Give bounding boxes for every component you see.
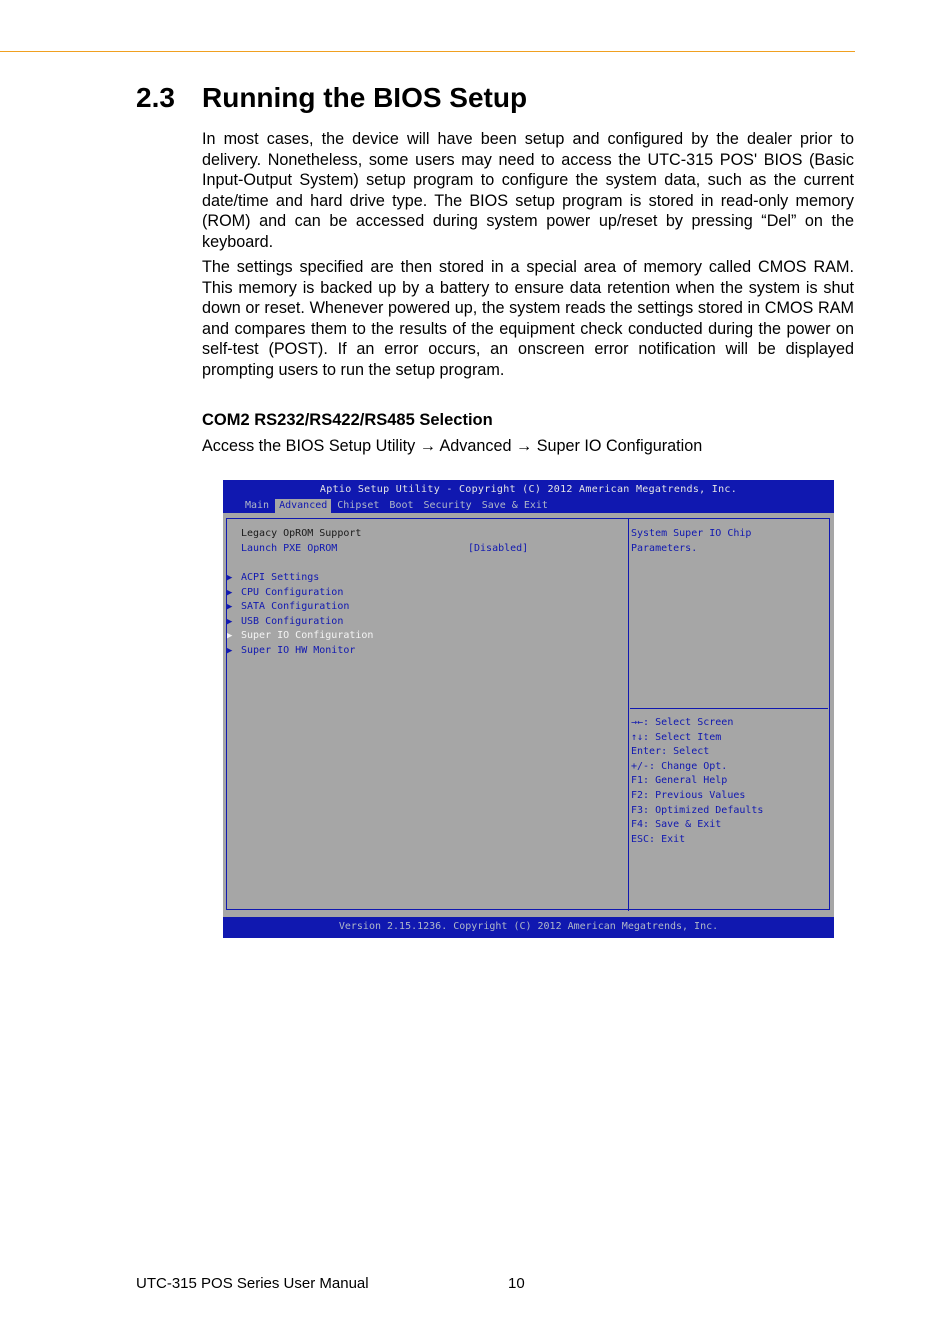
submenu-label: Super IO HW Monitor bbox=[241, 645, 356, 656]
paragraph-intro: In most cases, the device will have been setup and configured by the dealer prior to delivery. Nonetheless, some users may need to access the UTC-315 POS' BIOS (Basic Input-Output System) setup program to configure the system data, such as the current date/time and hard drive type. The BIOS setup program is stored in read-only memory (ROM) and can be accessed during system power up/reset by pressing “Del” on the keyboard. bbox=[202, 130, 854, 251]
submenu-label: ACPI Settings bbox=[241, 572, 320, 583]
help-text-line1: System Super IO Chip bbox=[631, 528, 752, 539]
help-text-line2: Parameters. bbox=[631, 543, 698, 554]
legacy-oprom-label: Legacy OpROM Support bbox=[241, 528, 362, 539]
submenu-arrow-icon: ▶ bbox=[227, 646, 233, 656]
submenu-label: SATA Configuration bbox=[241, 601, 350, 612]
bios-footer bbox=[223, 917, 834, 938]
key-help-item: ESC: Exit bbox=[631, 833, 686, 845]
launch-pxe-value[interactable]: [Disabled] bbox=[468, 543, 529, 554]
subsection-heading: COM2 RS232/RS422/RS485 Selection bbox=[202, 411, 493, 429]
page-number: 10 bbox=[508, 1275, 525, 1292]
key-help-item: F1: General Help bbox=[631, 775, 728, 787]
bios-screenshot bbox=[223, 480, 834, 938]
submenu-label: CPU Configuration bbox=[241, 587, 344, 598]
section-number: 2.3 bbox=[136, 82, 175, 113]
navigation-path: Access the BIOS Setup Utility → Advanced → Super IO Configuration bbox=[202, 437, 703, 455]
tab-boot[interactable]: Boot bbox=[389, 500, 414, 511]
submenu-arrow-icon: ▶ bbox=[227, 631, 233, 641]
bios-tabs bbox=[241, 499, 554, 513]
key-help-item: F4: Save & Exit bbox=[631, 819, 722, 831]
key-help-item: F2: Previous Values bbox=[631, 789, 746, 801]
submenu-arrow-icon: ▶ bbox=[227, 602, 233, 612]
section-title: Running the BIOS Setup bbox=[202, 82, 528, 113]
bios-title: Aptio Setup Utility - Copyright (C) 2012 American Megatrends, Inc. bbox=[319, 484, 738, 495]
bios-vertical-divider bbox=[628, 518, 629, 911]
submenu-arrow-icon: ▶ bbox=[227, 617, 233, 627]
tab-save-exit[interactable]: Save & Exit bbox=[481, 500, 548, 511]
tab-chipset[interactable]: Chipset bbox=[337, 500, 380, 511]
submenu-label-selected: Super IO Configuration bbox=[241, 630, 374, 641]
key-help-item: Enter: Select bbox=[631, 746, 710, 758]
header-rule bbox=[0, 51, 855, 52]
submenu-label: USB Configuration bbox=[241, 616, 344, 627]
footer-manual-title: UTC-315 POS Series User Manual bbox=[136, 1275, 369, 1292]
tab-main[interactable]: Main bbox=[245, 500, 270, 511]
submenu-arrow-icon: ▶ bbox=[227, 573, 233, 583]
key-help-item: →←: Select Screen bbox=[631, 717, 734, 728]
tab-security[interactable]: Security bbox=[423, 500, 472, 511]
key-help-item: ↑↓: Select Item bbox=[631, 731, 722, 743]
key-help-item: +/-: Change Opt. bbox=[631, 760, 728, 772]
bios-help-divider bbox=[630, 708, 828, 709]
submenu-arrow-icon: ▶ bbox=[227, 588, 233, 598]
key-help-item: F3: Optimized Defaults bbox=[631, 804, 764, 816]
key-help-list bbox=[631, 716, 763, 847]
launch-pxe-label[interactable]: Launch PXE OpROM bbox=[241, 543, 338, 554]
tab-advanced[interactable]: Advanced bbox=[275, 499, 331, 513]
paragraph-cmos: The settings specified are then stored in a special area of memory called CMOS RAM. This memory is backed up by a battery to ensure data retention when the system is shut down or reset. Whenever powered up, the system reads the settings stored in CMOS RAM and compares them to the results of the equipment check conducted during the power on self-test (POST). If an error occurs, an onscreen error notification will be displayed prompting users to run the setup program. bbox=[202, 258, 854, 379]
bios-header bbox=[223, 480, 834, 513]
bios-version: Version 2.15.1236. Copyright (C) 2012 American Megatrends, Inc. bbox=[338, 921, 719, 932]
